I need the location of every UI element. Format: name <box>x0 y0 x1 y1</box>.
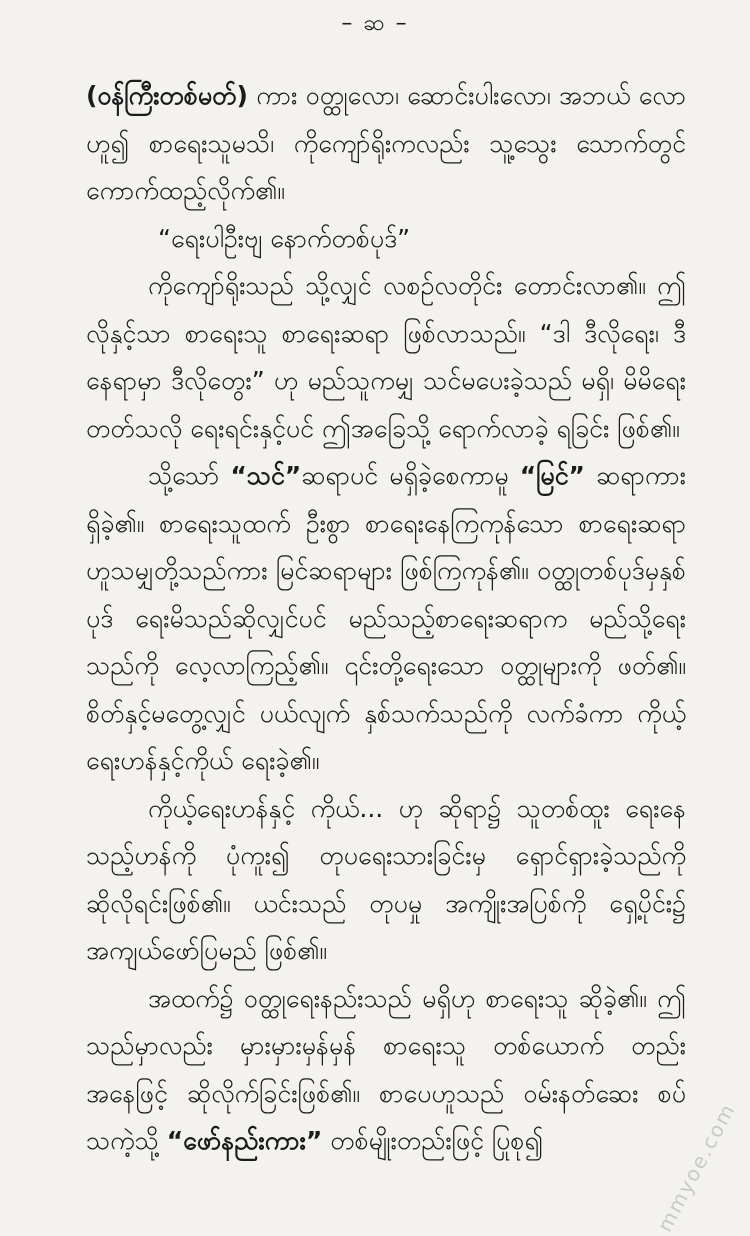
paragraph-3 <box>86 262 686 452</box>
page-body <box>86 72 686 1165</box>
page-number: – ဆ – <box>341 11 409 36</box>
paragraph-1-bold-title: (ဝန်ကြီးတစ်မတ်) <box>86 81 248 110</box>
paragraph-5-text: ကိုယ့်ရေးဟန်နှင့် ကိုယ်... ဟု ဆိုရာ၌ သူတစ်ထူး ရေးနေသည့်ဟန်ကို ပုံကူး၍ တုပရေးသားခြင်းမှ ရှောင်ရှားခဲ့သည်ကို ဆိုလိုရင်းဖြစ်၏။ ယင်းသည် တုပမှု အကျိုးအပြစ်ကို ရှေ့ပိုင်း၌ အကျယ်ဖော်ပြမည် ဖြစ်၏။ <box>86 793 686 965</box>
paragraph-2-text: “ရေးပါဦးဗျ နောက်တစ်ပုဒ်” <box>158 223 411 253</box>
paragraph-4-bold-thin: “သင်” <box>230 461 302 490</box>
paragraph-6-text-b: တစ်မျိုးတည်းဖြင့် ပြုစု၍ <box>322 1126 544 1155</box>
paragraph-2-quote <box>86 215 686 263</box>
paragraph-4-text-c: ဆရာကား ရှိခဲ့၏။ စာရေးသူထက် ဦးစွာ စာရေးနေကြကုန်သော စာရေးဆရာ ဟူသမျှတို့သည်ကား မြင်ဆရာများ ဖြစ်ကြကုန်၏။ ဝတ္ထုတစ်ပုဒ်မှနှစ်ပုဒ် ရေးမိသည်ဆိုလျှင်ပင် မည်သည့်စာရေးဆရာက မည်သို့ရေးသည်ကို လေ့လာကြည့်၏။ ၎င်းတို့ရေးသော ဝတ္ထုများကို ဖတ်၏။ စိတ်နှင့်မတွေ့လျှင် ပယ်လျက် နှစ်သက်သည်ကို လက်ခံကာ ကိုယ့်ရေးဟန်နှင့်ကိုယ် ရေးခဲ့၏။ <box>86 461 687 775</box>
paragraph-4-text-b: ဆရာပင် မရှိခဲ့စေကာမူ <box>301 461 520 490</box>
paragraph-4-text-a: သို့သော် <box>148 461 231 490</box>
paragraph-4 <box>86 452 686 785</box>
paragraph-4-bold-myin: “မြင်” <box>519 461 585 490</box>
paragraph-3-text: ကိုကျော်ရိုးသည် သို့လျှင် လစဉ်လတိုင်း တောင်းလာ၏။ ဤလိုနှင့်သာ စာရေးသူ စာရေးဆရာ ဖြစ်လာသည်။ “ဒါ ဒီလိုရေး၊ ဒီနေရာမှာ ဒီလိုတွေး” ဟု မည်သူကမျှ သင်မပေးခဲ့သည် မရှိ၊ မိမိရေးတတ်သလို ရေးရင်းနှင့်ပင် ဤအခြေသို့ ရောက်လာခဲ့ ရခြင်း ဖြစ်၏။ <box>86 271 686 443</box>
watermark: mmyoe.com <box>651 1098 740 1236</box>
paragraph-1-text: ကား ဝတ္ထုလော၊ ဆောင်းပါးလော၊ အဘယ် လော ဟူ၍ စာရေးသူမသိ၊ ကိုကျော်ရိုးကလည်း သူ့သွေး သောက်တွင် ကောက်ထည့်လိုက်၏။ <box>86 81 686 205</box>
paragraph-6-bold-phaw: “ဖော်နည်းကား” <box>166 1126 323 1155</box>
paragraph-6-text-a: အထက်၌ ဝတ္ထုရေးနည်းသည် မရှိဟု စာရေးသူ ဆိုခဲ့၏။ ဤသည်မှာလည်း မှားမှားမှန်မှန် စာရေးသူ တစ်ယောက် တည်းအနေဖြင့် ဆိုလိုက်ခြင်းဖြစ်၏။ စာပေဟူသည် ဝမ်းနတ်ဆေး စပ်သကဲ့သို့ <box>86 983 686 1155</box>
paragraph-6 <box>86 975 686 1165</box>
paragraph-1 <box>86 72 686 215</box>
paragraph-5 <box>86 785 686 975</box>
